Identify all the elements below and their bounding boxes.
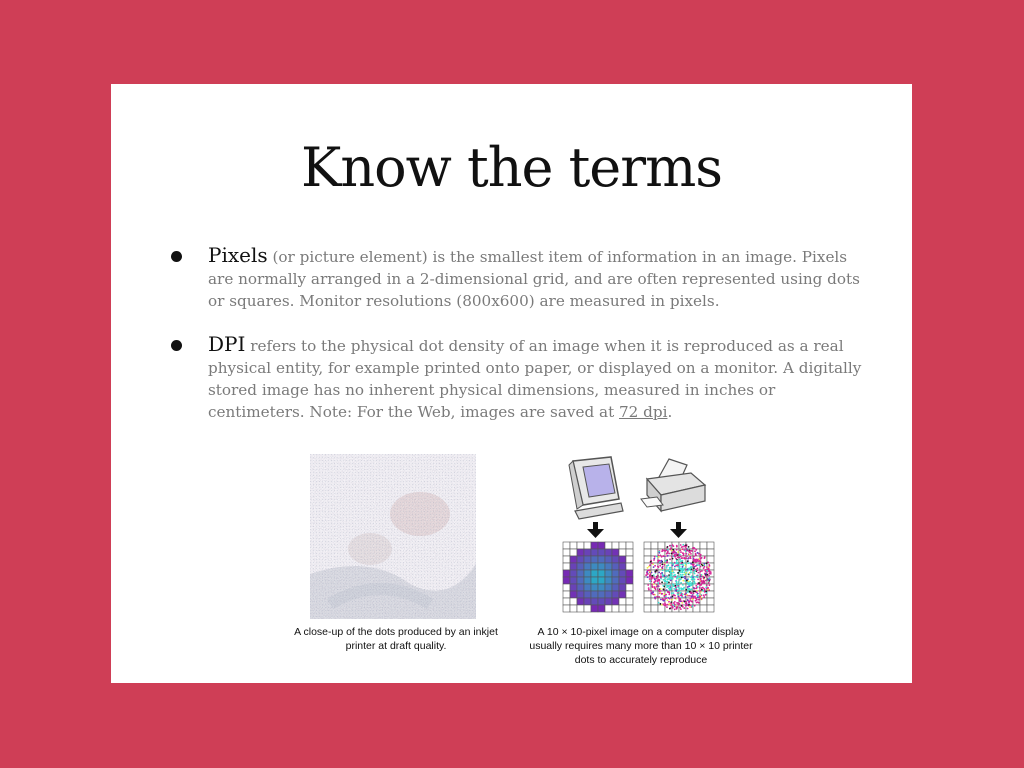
dpi-definition: refers to the physical dot density of an image when it is reproduced as a real physical entity, for example printed onto paper, or displayed on a monitor. A digitally stored image has no inherent physical dimensions, measured in inches or centimeters. Note: For the Web, images are saved at: [208, 337, 862, 421]
term-dpi: DPI: [208, 332, 246, 356]
inkjet-caption: A close-up of the dots produced by an inkjet printer at draft quality.: [294, 626, 498, 652]
bullet-pixels: [167, 244, 867, 312]
bullet-dpi: [167, 333, 867, 423]
slide: [111, 84, 912, 683]
pixel-grid: [563, 542, 633, 612]
pixel-vs-printer-diagram: [561, 455, 731, 621]
inkjet-dots-icon: [310, 454, 476, 619]
down-arrow-icon: [587, 522, 687, 538]
slide-title: Know the terms: [300, 136, 722, 199]
bullet-dot-icon: [171, 251, 182, 262]
printer-dot-grid: [644, 542, 714, 612]
comparison-caption: A 10 × 10-pixel image on a computer display usually requires many more than 10 × 10 printer dots to accurately reproduce: [529, 626, 753, 666]
printer-icon: [641, 459, 705, 511]
inkjet-closeup-image: [309, 454, 476, 619]
term-pixels: Pixels: [208, 243, 268, 267]
bullet-dot-icon: [171, 340, 182, 351]
dpi-period: .: [667, 403, 673, 421]
dpi-link[interactable]: 72 dpi: [619, 403, 668, 421]
bullet-list: [167, 244, 867, 423]
pixel-comparison-graphic: [561, 455, 731, 621]
pixels-definition: (or picture element) is the smallest item of information in an image. Pixels are normally arranged in a 2-dimensional grid, and are often represented using dots or squares. Monitor resolutions (800x600) are measured in pixels.: [208, 248, 860, 310]
monitor-icon: [569, 457, 623, 519]
